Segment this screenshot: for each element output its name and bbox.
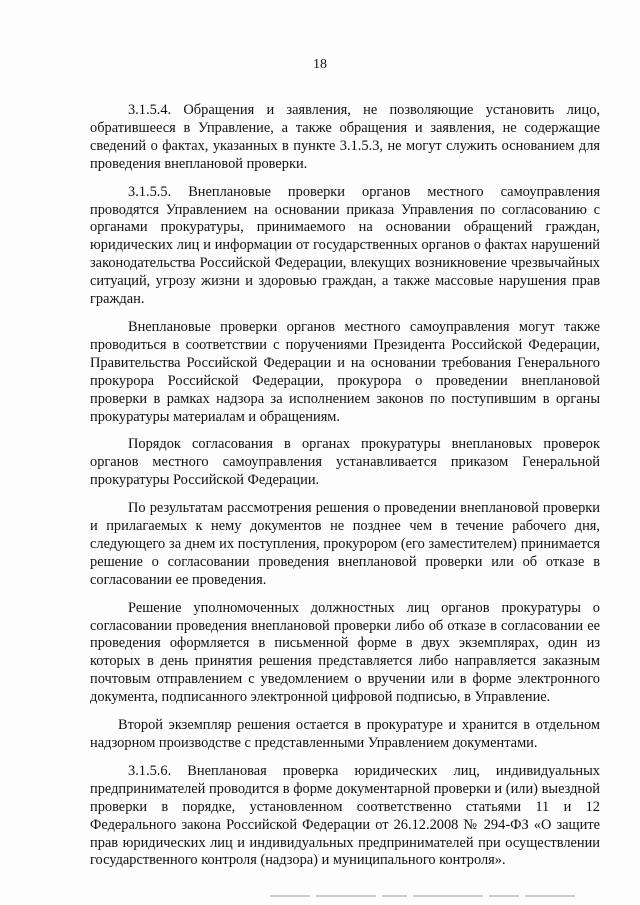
paragraph-approval-procedure: Порядок согласования в органах прокуратуры внеплановых проверок органов местного самоуправления устанавливается приказом Генеральной прокуратуры Российской Федерации.: [90, 436, 600, 489]
scan-edge-artifacts: [270, 893, 620, 899]
paragraph-second-copy: Второй экземпляр решения остается в прокуратуре и хранится в отдельном надзорном производстве с представленными Управлением документами.: [90, 717, 600, 751]
paragraph-unplanned-inspections: Внеплановые проверки органов местного самоуправления могут также проводиться в соответствии с поручениями Президента Российской Федерации, Правительства Российской Федерации и на основании требования Генерального прокурора Российской Федерации, прокурора о проведении внеплановой проверки в рамках надзора за исполнением законов по поступившим в органы прокуратуры материалам и обращениям.: [90, 318, 600, 425]
paragraph-review-results: По результатам рассмотрения решения о проведении внеплановой проверки и прилагаемых к нему документов не позднее чем в течение рабочего дня, следующего за днем их поступления, прокурором (его заместителем) принимается решение о согласовании проведения внеплановой проверки или об отказе в согласовании ее проведения.: [90, 500, 600, 588]
paragraph-decision-form: Решение уполномоченных должностных лиц органов прокуратуры о согласовании проведения внеплановой проверки либо об отказе в согласовании ее проведения оформляется в письменной форме в двух экземплярах, один из которых в день принятия решения представляется либо направляется заказным почтовым отправлением с уведомлением о вручении или в форме электронного документа, подписанного электронной цифровой подписью, в Управление.: [90, 599, 600, 706]
page-body: [90, 102, 600, 880]
paragraph-3-1-5-5: 3.1.5.5. Внеплановые проверки органов местного самоуправления проводятся Управлением на основании приказа Управления по согласованию с органами прокуратуры, принимаемого на основании обращений граждан, юридических лиц и информации от государственных органов о фактах нарушений законодательства Российской Федерации, влекущих возникновение чрезвычайных ситуаций, угрозу жизни и здоровью граждан, а также массовые нарушения прав граждан.: [90, 183, 600, 308]
paragraph-3-1-5-4: 3.1.5.4. Обращения и заявления, не позволяющие установить лицо, обратившееся в Управление, а также обращения и заявления, не содержащие сведений о фактах, указанных в пункте 3.1.5.3, не могут служить основанием для проведения внеплановой проверки.: [90, 102, 600, 172]
paragraph-3-1-5-6: 3.1.5.6. Внеплановая проверка юридических лиц, индивидуальных предпринимателей проводится в форме документарной проверки и (или) выездной проверки в порядке, установленном соответственно статьями 11 и 12 Федерального закона Российской Федерации от 26.12.2008 № 294-ФЗ «О защите прав юридических лиц и индивидуальных предпринимателей при осуществлении государственного контроля (надзора) и муниципального контроля».: [90, 762, 600, 869]
page-number: 18: [313, 57, 327, 72]
